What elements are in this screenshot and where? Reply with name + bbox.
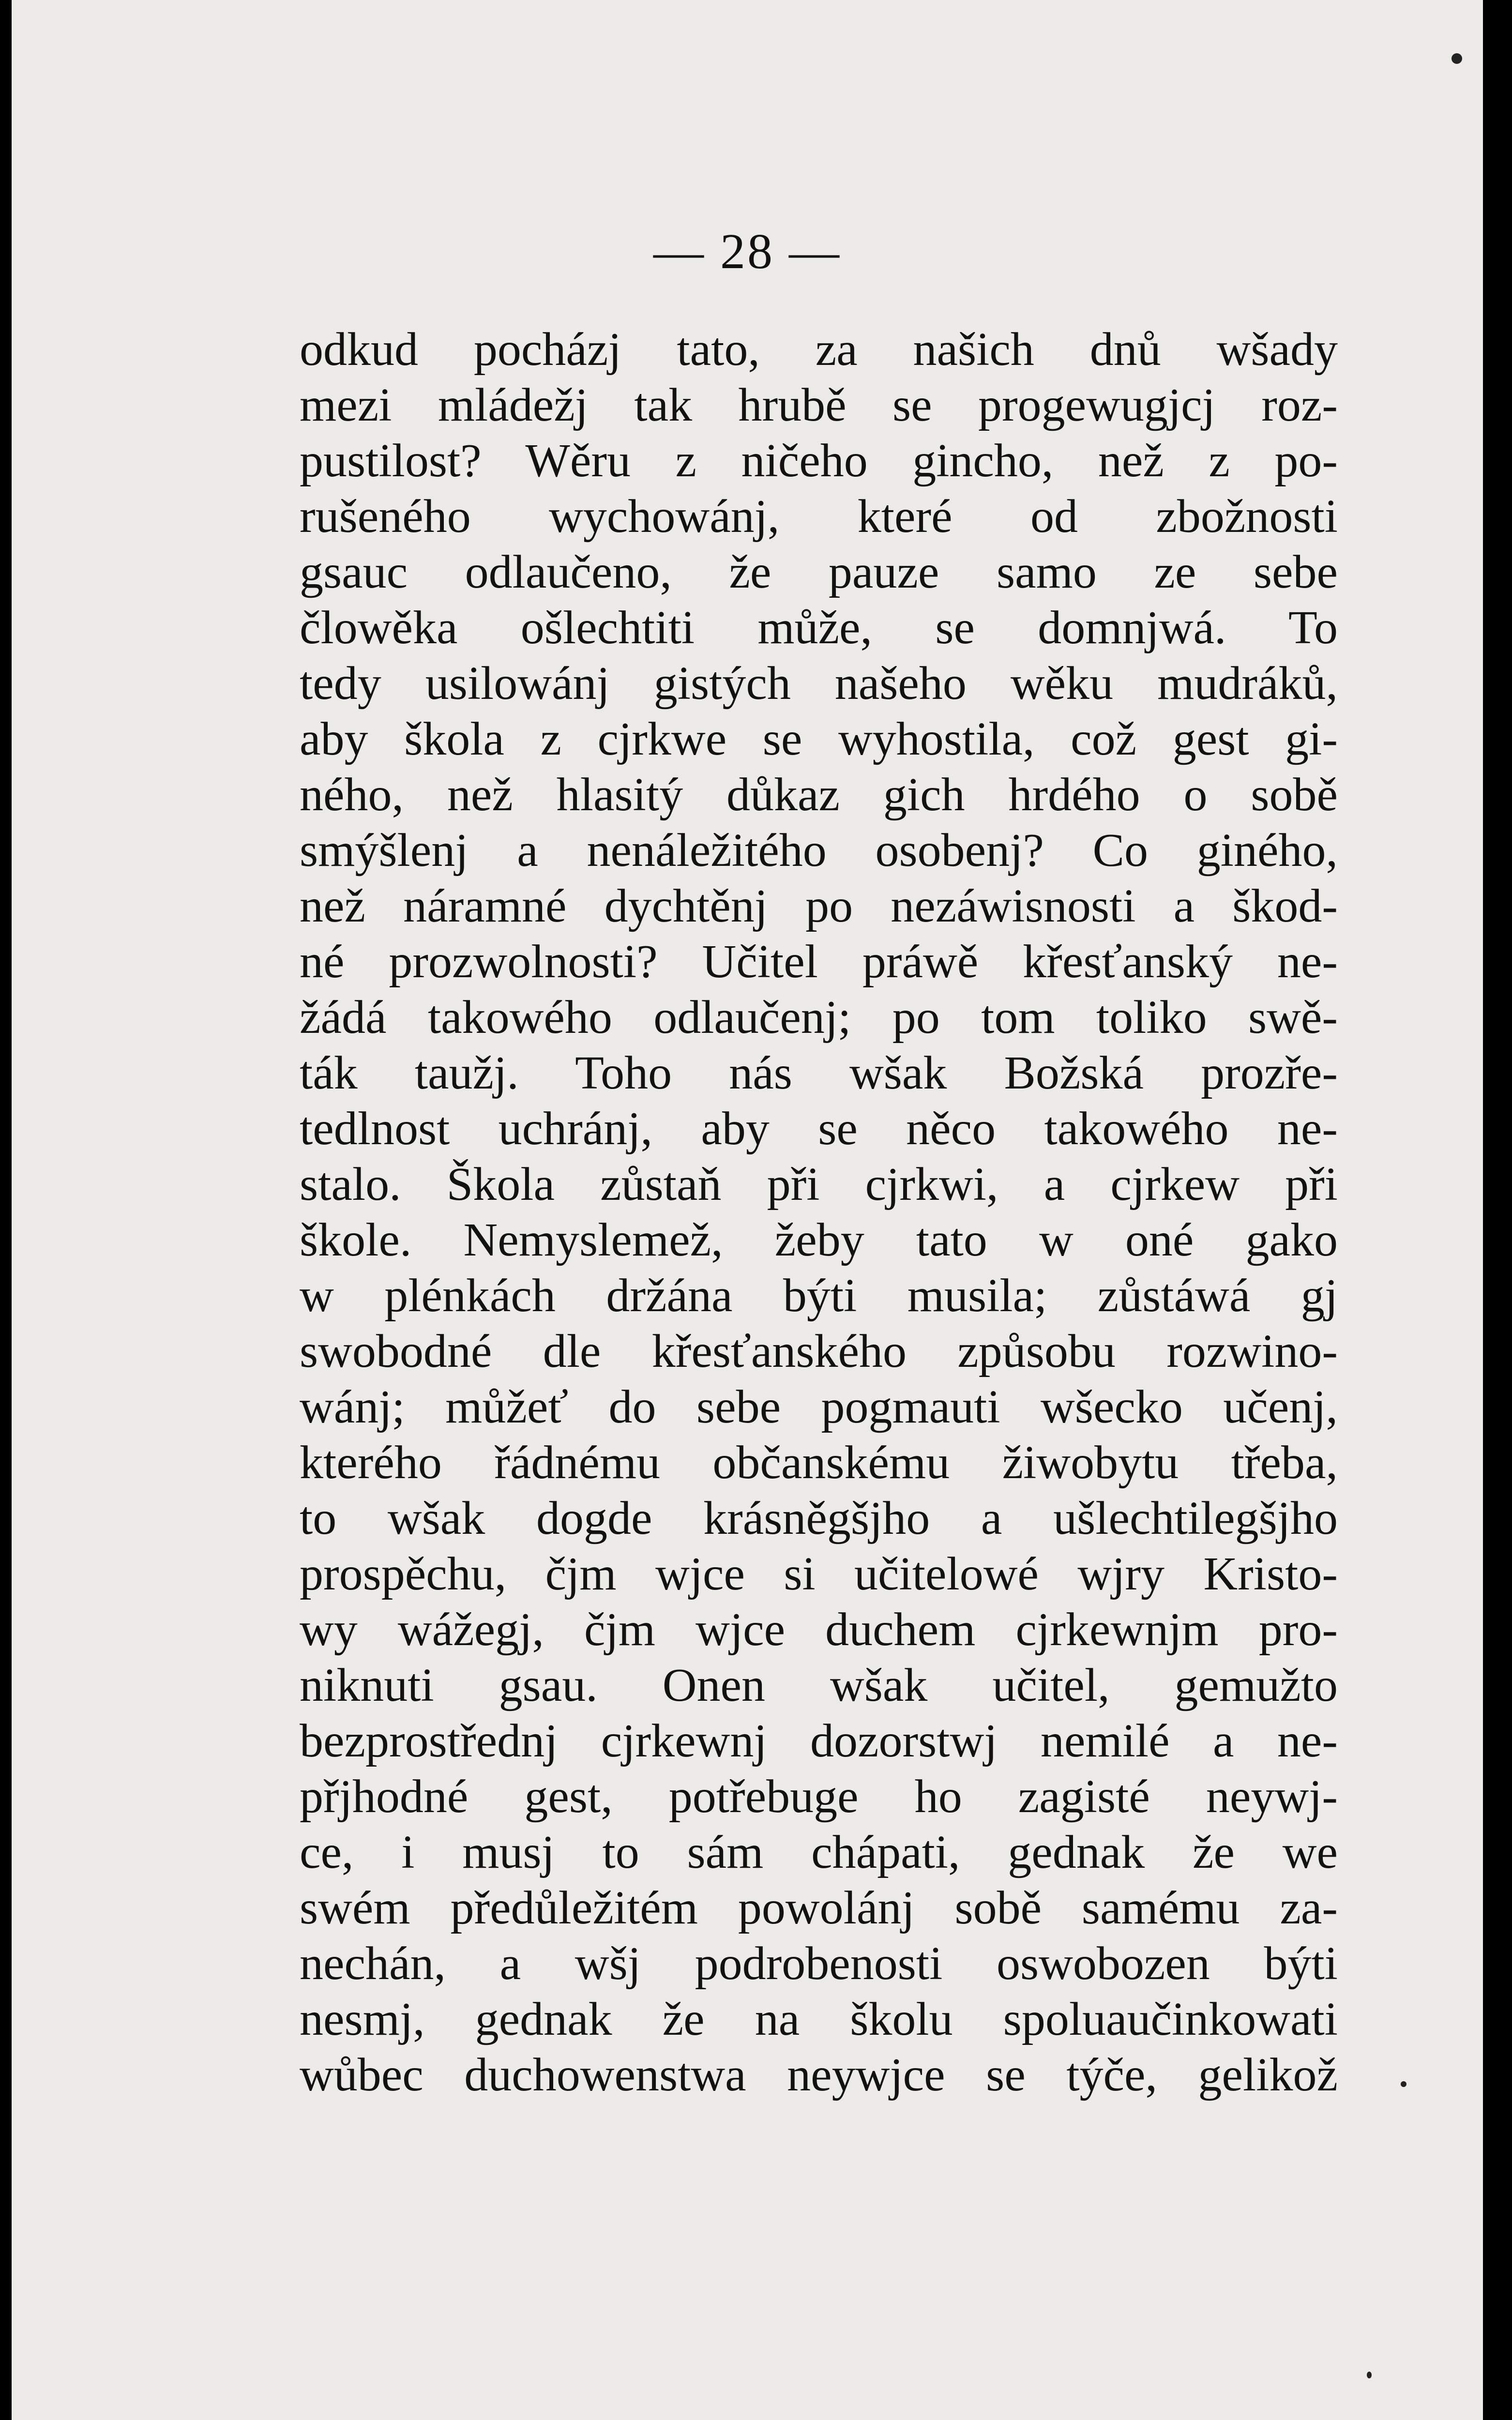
scan-speck: [1452, 53, 1462, 64]
page-number: — 28 —: [653, 224, 841, 279]
text-line: žádá takowého odlaučenj; po tom toliko swě-: [300, 991, 1338, 1044]
text-line: swém předůležitém powolánj sobě samému za-: [300, 1882, 1338, 1934]
text-line: ce, i musj to sám chápati, gednak že we: [300, 1826, 1338, 1878]
text-line: wy wážegj, čjm wjce duchem cjrkewnjm pro-: [300, 1603, 1338, 1656]
text-line: aby škola z cjrkwe se wyhostila, což gest gi-: [300, 713, 1338, 765]
text-line: gsauc odlaučeno, že pauze samo ze sebe: [300, 546, 1338, 598]
text-line: mezi mládežj tak hrubě se progewugjcj roz-: [300, 379, 1338, 431]
text-line: né prozwolnosti? Učitel práwě křesťanský ne-: [300, 936, 1338, 988]
text-line: přjhodné gest, potřebuge ho zagisté neywj-: [300, 1770, 1338, 1823]
text-line: škole. Nemyslemež, žeby tato w oné gako: [300, 1214, 1338, 1266]
text-line: wůbec duchowenstwa neywjce se týče, gelikož: [300, 2049, 1338, 2101]
text-line: pustilost? Wěru z ničeho gincho, než z po-: [300, 435, 1338, 487]
text-line: smýšlenj a nenáležitého osobenj? Co giného,: [300, 824, 1338, 877]
text-line: nechán, a wšj podrobenosti oswobozen býti: [300, 1937, 1338, 1990]
text-line: stalo. Škola zůstaň při cjrkwi, a cjrkew při: [300, 1158, 1338, 1210]
text-line: swobodné dle křesťanského způsobu rozwino-: [300, 1325, 1338, 1377]
text-line: než náramné dychtěnj po nezáwisnosti a škod-: [300, 880, 1338, 932]
scan-edge: [1493, 0, 1512, 2420]
text-line: ták taužj. Toho nás wšak Božská prozře-: [300, 1047, 1338, 1099]
book-page: [12, 0, 1483, 2420]
text-line: tedlnost uchránj, aby se něco takowého ne-: [300, 1103, 1338, 1155]
text-line: wánj; můžeť do sebe pogmauti wšecko učenj,: [300, 1381, 1338, 1433]
scan-speck: [1367, 2372, 1372, 2378]
scan-speck: [1401, 2081, 1406, 2087]
text-line: člowěka ošlechtiti může, se domnjwá. To: [300, 602, 1338, 654]
text-line: tedy usilowánj gistých našeho wěku mudráků,: [300, 657, 1338, 710]
text-line: to wšak dogde krásněgšjho a ušlechtilegšjho: [300, 1492, 1338, 1544]
text-line: odkud pocházj tato, za našich dnů wšady: [300, 323, 1338, 376]
text-line: nesmj, gednak že na školu spoluaučinkowati: [300, 1993, 1338, 2045]
text-line: w plénkách držána býti musila; zůstáwá gj: [300, 1270, 1338, 1322]
text-line: rušeného wychowánj, které od zbožnosti: [300, 490, 1338, 543]
body-text: [300, 322, 1338, 2103]
text-line: bezprostřednj cjrkewnj dozorstwj nemilé a ne-: [300, 1715, 1338, 1767]
text-line: prospěchu, čjm wjce si učitelowé wjry Kristo-: [300, 1548, 1338, 1600]
text-line: niknuti gsau. Onen wšak učitel, gemužto: [300, 1659, 1338, 1711]
text-line: kterého řádnému občanskému žiwobytu třeba,: [300, 1437, 1338, 1489]
text-line: ného, než hlasitý důkaz gich hrdého o sobě: [300, 769, 1338, 821]
